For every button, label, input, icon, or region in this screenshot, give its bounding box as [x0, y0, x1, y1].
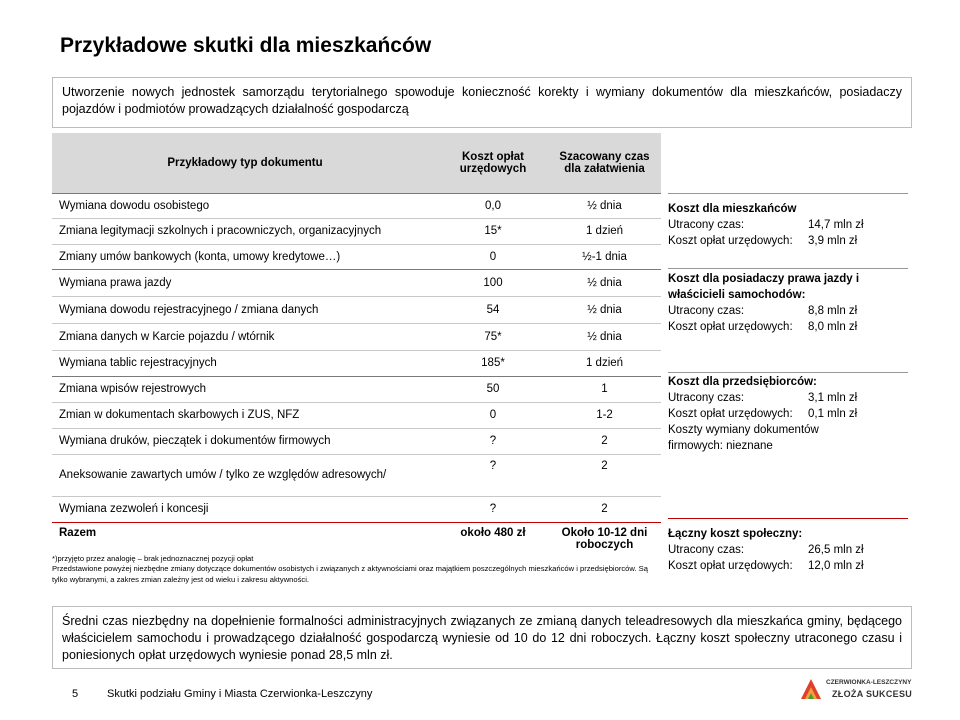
page-number: 5: [72, 688, 79, 700]
header-doc-type: Przykładowy typ dokumentu: [52, 133, 438, 193]
time-cell: 1: [548, 376, 661, 402]
cost-total-title: Łączny koszt społeczny:: [668, 528, 803, 540]
doc-cell: Zmiana legitymacji szkolnych i pracowniczych, organizacyjnych: [52, 218, 438, 244]
header-fee-cost: Koszt opłat urzędowych: [438, 133, 548, 193]
doc-cell: Aneksowanie zawartych umów / tylko ze względów adresowych/: [52, 454, 438, 496]
doc-cell: Wymiana dowodu osobistego: [52, 193, 438, 218]
table-row: [52, 376, 661, 402]
cost-residents: [668, 201, 908, 249]
time-cell: 2: [548, 454, 661, 496]
cost-cell: 100: [438, 269, 548, 296]
table-row: [52, 496, 661, 522]
doc-cell: Zmiany umów bankowych (konta, umowy kredytowe…): [52, 244, 438, 269]
time-cell: 1-2: [548, 402, 661, 428]
doc-cell: Wymiana zezwoleń i koncesji: [52, 496, 438, 522]
time-cell: 2: [548, 496, 661, 522]
fees-value: 0,1 mln zł: [808, 408, 858, 420]
cost-separator: [668, 372, 908, 373]
lost-time-label: Utracony czas:: [668, 544, 745, 556]
fees-value: 8,0 mln zł: [808, 321, 858, 333]
doc-cell: Wymiana dowodu rejestracyjnego / zmiana danych: [52, 296, 438, 323]
lost-time-value: 14,7 mln zł: [808, 219, 864, 231]
fees-label: Koszt opłat urzędowych:: [668, 321, 793, 333]
cost-cell: 0: [438, 244, 548, 269]
doc-cell: Zmiana wpisów rejestrowych: [52, 376, 438, 402]
cost-cell: ?: [438, 454, 548, 496]
lost-time-value: 3,1 mln zł: [808, 392, 858, 404]
doc-cell: Wymiana prawa jazdy: [52, 269, 438, 296]
total-label: Razem: [52, 522, 438, 558]
cost-total: [668, 526, 908, 574]
intro-box: Utworzenie nowych jednostek samorządu terytorialnego spowoduje konieczność korekty i wymiany dokumentów dla mieszkańców, posiadaczy pojazdów i podmiotów prowadzących działalność gospodarczą: [52, 77, 912, 128]
cost-cell: 54: [438, 296, 548, 323]
cost-separator: [668, 268, 908, 269]
page-title: Przykładowe skutki dla mieszkańców: [60, 34, 432, 57]
table-row: [52, 296, 661, 323]
doc-cell: Zmian w dokumentach skarbowych i ZUS, NFZ: [52, 402, 438, 428]
time-cell: ½ dnia: [548, 323, 661, 350]
cost-separator: [668, 193, 908, 194]
table-row: [52, 193, 661, 218]
cost-cell: 0: [438, 402, 548, 428]
documents-table: [52, 133, 661, 558]
cost-cell: ?: [438, 428, 548, 454]
total-cost: około 480 zł: [438, 522, 548, 558]
table-row: [52, 244, 661, 269]
cost-drivers: [668, 271, 908, 335]
table-row: [52, 218, 661, 244]
business-note: Koszty wymiany dokumentów firmowych: nieznane: [668, 424, 819, 452]
time-cell: 1 dzień: [548, 350, 661, 376]
cost-business: [668, 374, 908, 454]
fees-value: 3,9 mln zł: [808, 235, 858, 247]
cost-cell: 15*: [438, 218, 548, 244]
time-cell: ½ dnia: [548, 193, 661, 218]
cost-separator-total: [668, 518, 908, 519]
table-row: [52, 402, 661, 428]
cost-residents-title: Koszt dla mieszkańców: [668, 203, 797, 215]
fees-label: Koszt opłat urzędowych:: [668, 235, 793, 247]
lost-time-value: 26,5 mln zł: [808, 544, 864, 556]
lost-time-label: Utracony czas:: [668, 305, 745, 317]
lost-time-value: 8,8 mln zł: [808, 305, 858, 317]
fees-value: 12,0 mln zł: [808, 560, 864, 572]
cost-cell: 185*: [438, 350, 548, 376]
table-row: [52, 350, 661, 376]
table-row: [52, 269, 661, 296]
logo-line1: CZERWIONKA-LESZCZYNY: [826, 679, 912, 686]
fees-label: Koszt opłat urzędowych:: [668, 408, 793, 420]
doc-cell: Wymiana tablic rejestracyjnych: [52, 350, 438, 376]
total-time: Około 10-12 dni roboczych: [548, 522, 661, 558]
header-time: Szacowany czas dla załatwienia: [548, 133, 661, 193]
cost-cell: 0,0: [438, 193, 548, 218]
summary-box: Średni czas niezbędny na dopełnienie formalności administracyjnych związanych ze zmianą danych teleadresowych dla mieszkańca gminy, będącego właścicielem samochodu i prowadzącego działalność gospodarczą wyniesie od 10 do 12 dni roboczych. Łączny koszt społeczny utraconego czasu i poniesionych opłat urzędowych wyniesie ponad 28,5 mln zł.: [52, 606, 912, 669]
cost-cell: 50: [438, 376, 548, 402]
table-total-row: [52, 522, 661, 558]
time-cell: ½ dnia: [548, 296, 661, 323]
time-cell: ½ dnia: [548, 269, 661, 296]
lost-time-label: Utracony czas:: [668, 219, 745, 231]
time-cell: 1 dzień: [548, 218, 661, 244]
table-row: [52, 428, 661, 454]
cost-drivers-title: Koszt dla posiadaczy prawa jazdy i właścicieli samochodów:: [668, 273, 860, 301]
doc-cell: Zmiana danych w Karcie pojazdu / wtórnik: [52, 323, 438, 350]
footnote-asterisk: *)przyjęto przez analogię – brak jednoznacznej pozycji opłat: [52, 554, 254, 563]
cost-business-title: Koszt dla przedsiębiorców:: [668, 376, 817, 388]
time-cell: 2: [548, 428, 661, 454]
table-row: [52, 323, 661, 350]
fees-label: Koszt opłat urzędowych:: [668, 560, 793, 572]
footnotes: [52, 554, 662, 585]
table-row: [52, 454, 661, 496]
footnote-scope: Przedstawione powyżej niezbędne zmiany dotyczące dokumentów osobistych i związanych z aktywnościami oraz majątkiem poszczególnych mieszkańców i przedsiębiorców. Są tylko wybranymi, a zakres zmian zależny jest od wieku i zakresu aktywności.: [52, 564, 648, 584]
cost-cell: ?: [438, 496, 548, 522]
doc-cell: Wymiana druków, pieczątek i dokumentów firmowych: [52, 428, 438, 454]
time-cell: ½-1 dnia: [548, 244, 661, 269]
table-header-row: [52, 133, 661, 193]
footer-title: Skutki podziału Gminy i Miasta Czerwionka-Leszczyny: [107, 688, 373, 700]
lost-time-label: Utracony czas:: [668, 392, 745, 404]
cost-cell: 75*: [438, 323, 548, 350]
logo-line2: ZŁOŻA SUKCESU: [832, 689, 913, 699]
